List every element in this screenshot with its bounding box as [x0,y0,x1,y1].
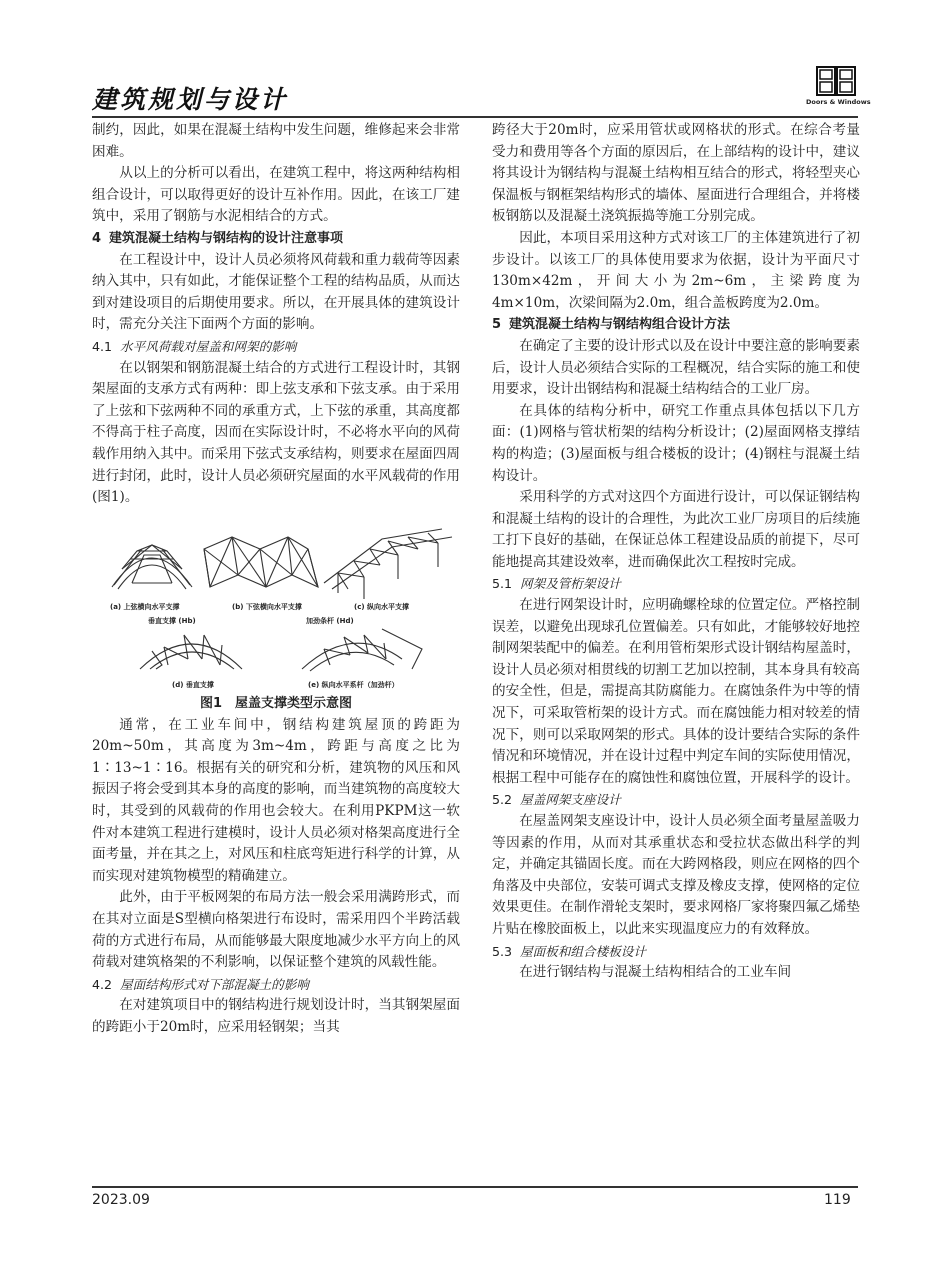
doors-windows-icon [816,66,856,96]
right-column [492,120,860,984]
footer-rule [92,1186,858,1188]
subsection-title: 水平风荷载对屋盖和网架的影响 [120,338,297,354]
section-title: 建筑混凝土结构与钢结构的设计注意事项 [109,230,344,246]
paragraph: 在进行钢结构与混凝土结构相结合的工业车间 [519,964,792,981]
paragraph: 在进行网架设计时，应明确螺栓球的位置定位。严格控制误差，以避免出现球孔位置偏差。只有如此，才能够较好地控制网架装配中的偏差。在利用管桁架形式设计钢结构屋盖时，设计人员必须对相贯线的切割工艺加以控制，其本身具有较高的安全性，但是，需提高其防腐能力。在腐蚀条件为中等的情况下，可采取管桁架的设计方式。而在腐蚀能力相对较差的情况下，则可以采取网架的形式。具体的设计要结合实际的条件情况和环境情况，并在设计过程中判定车间的实际使用情况，根据工程中可能存在的腐蚀性和腐蚀位置，开展科学的设计。 [492,597,860,786]
left-column [92,120,460,1039]
subsection-number: 4.2 [92,976,113,992]
subsection-title: 网架及管桁架设计 [520,576,621,592]
subsection-heading [492,573,860,595]
paragraph: 在以钢架和钢筋混凝土结合的方式进行工程设计时，其钢架屋面的支承方式有两种：即上弦支承和下弦支承。由于采用了上弦和下弦两种不同的承重方式，上下弦的承重，其高度都不得高于柱子高度，因而在实际设计时，不必将水平向的风荷载作用纳入其中。而采用下弦式支承结构，则要求在屋面四周进行封闭，此时，设计人员必须研究屋面的水平风载荷的作用(图1)。 [92,359,460,506]
section-heading [492,314,860,336]
logo-caption: Doors & Windows [806,98,871,106]
section-heading [92,228,460,250]
paragraph: 在屋盖网架支座设计中，设计人员必须全面考量屋盖吸力等因素的作用，从而对其承重状态和受拉状态做出科学的判定，并确定其锚固长度。而在大跨网格段，则应在网格的四个角落及中央部位，安装可调式支撑及橡皮支撑，使网格的定位效果更佳。在制作滑轮支架时，要求网格厂家将聚四氟乙烯垫片贴在橡胶面板上，以此来实现温度应力的有效释放。 [492,813,860,937]
header-rule [92,116,858,118]
subsection-number: 5.2 [492,792,513,808]
roof-bracing-diagram [92,519,460,691]
subsection-heading [92,336,460,358]
paragraph: 制约，因此，如果在混凝土结构中发生问题，维修起来会非常困难。 [92,122,460,160]
paragraph: 在确定了主要的设计形式以及在设计中要注意的影响要素后，设计人员必须结合实际的工程概况，结合实际的施工和使用要求，设计出钢结构和混凝土结构结合的工业厂房。 [492,337,860,398]
paragraph: 因此，本项目采用这种方式对该工厂的主体建筑进行了初步设计。以该工厂的具体使用要求为依据，设计为平面尺寸130m×42m，开间大小为2m~6m，主梁跨度为4m×10m，次梁间隔为2.0m，组合盖板跨度为2.0m。 [492,229,860,311]
figure-label-e: (e) 纵向水平系杆（加劲杆） [308,680,399,689]
figure-label-vertical: 垂直支撑 (Hb) [148,616,196,625]
figure-label-b: (b) 下弦横向水平支撑 [232,602,302,611]
figure-label-c: (c) 纵向水平支撑 [354,602,409,611]
journal-logo [806,66,871,106]
paragraph: 从以上的分析可以看出，在建筑工程中，将这两种结构相组合设计，可以取得更好的设计互补作用。因此，在该工厂建筑中，采用了钢筋与水泥相结合的方式。 [92,165,460,225]
subsection-heading [92,974,460,996]
paragraph: 在具体的结构分析中，研究工作重点具体包括以下几方面：(1)网格与管状桁架的结构分析设计；(2)屋面网格支撑结构的构造；(3)屋面板与组合楼板的设计；(4)钢柱与混凝土结构设计。 [492,402,860,484]
subsection-heading [492,789,860,811]
figure-label-d: (d) 垂直支撑 [172,680,214,689]
subsection-title: 屋盖网架支座设计 [520,792,621,808]
paragraph: 采用科学的方式对这四个方面进行设计，可以保证钢结构和混凝土结构的设计的合理性，为此次工业厂房项目的后续施工打下良好的基础，在保证总体工程建设品质的前提下，尽可能地提高其建设效率，进而确保此次工程按时完成。 [492,489,860,570]
journal-title: 建筑规划与设计 [92,85,289,114]
subsection-heading [492,941,860,963]
paragraph: 在对建筑项目中的钢结构进行规划设计时，当其钢架屋面的跨距小于20m时，应采用轻钢架；当其 [92,997,460,1035]
subsection-number: 5.1 [492,576,513,592]
paragraph: 跨径大于20m时，应采用管状或网格状的形式。在综合考量受力和费用等各个方面的原因后，在上部结构的设计中，建议将其设计为钢结构与混凝土结构相互结合的形式，将轻型夹心保温板与钢框架结构形式的墙体、屋面进行合理组合，并将楼板钢筋以及混凝土浇筑振捣等施工分别完成。 [492,122,860,225]
figure-label-stiff: 加劲条杆 (Hd) [306,616,354,625]
paragraph: 在工程设计中，设计人员必须将风荷载和重力载荷等因素纳入其中，只有如此，才能保证整个工程的结构品质，从而达到对建设项目的后期使用要求。所以，在开展具体的建筑设计时，需充分关注下面两个方面的影响。 [92,251,460,333]
subsection-title: 屋面结构形式对下部混凝土的影响 [120,976,309,992]
figure-label-a: (a) 上弦横向水平支撑 [110,602,180,611]
subsection-number: 5.3 [492,943,513,959]
section-number: 5 [492,317,502,333]
issue-date: 2023.09 [92,1192,150,1208]
page-number: 119 [824,1192,851,1208]
section-title: 建筑混凝土结构与钢结构组合设计方法 [509,317,731,333]
figure-1 [92,519,460,691]
subsection-number: 4.1 [92,338,113,354]
subsection-title: 屋面板和组合楼板设计 [520,943,646,959]
paragraph: 通常，在工业车间中，钢结构建筑屋顶的跨距为20m~50m，其高度为3m~4m，跨距与高度之比为1∶13~1∶16。根据有关的研究和分析，建筑物的风压和风振因子将会受到其本身的高度的影响，而当建筑物的高度较大时，其受到的风载荷的作用也会较大。在利用PKPM这一软件对本建筑工程进行建模时，设计人员必须对格架高度进行全面考量，并在其之上，对风压和柱底弯矩进行科学的计算，从而实现对建筑物模型的精确建立。 [92,716,460,884]
figure-caption: 图1 屋盖支撑类型示意图 [199,695,353,711]
paragraph: 此外，由于平板网架的布局方法一般会采用满跨形式，而在其对立面是S型横向格架进行布设时，需采用四个半跨活载荷的方式进行布局，从而能够最大限度地减少水平方向上的风荷载对建筑格架的不利影响，以保证整个建筑的风载性能。 [92,889,460,971]
section-number: 4 [92,230,102,246]
